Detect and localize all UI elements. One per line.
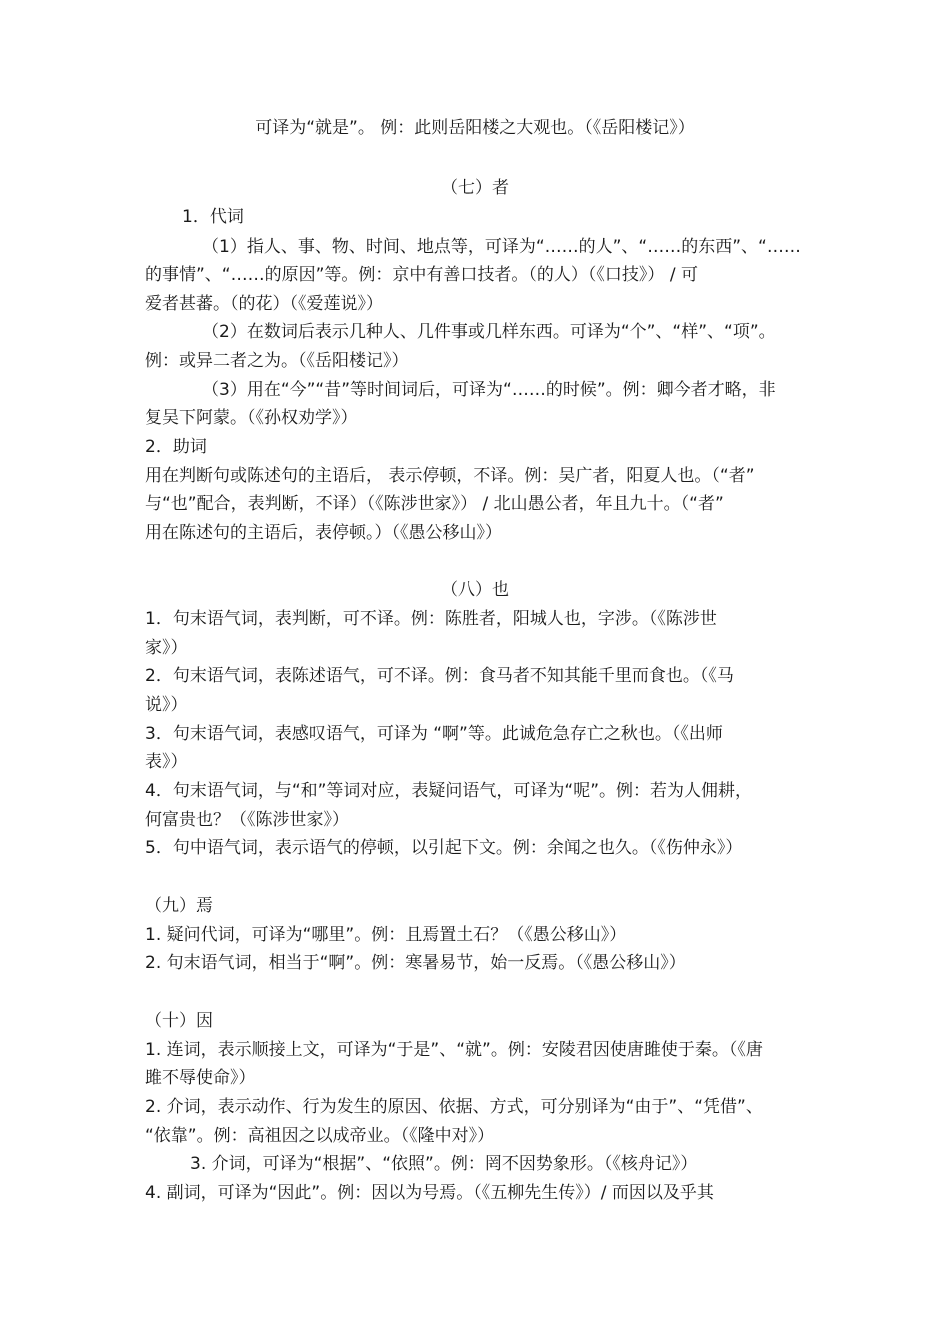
zhe-1-1-line-b: 的事情”、“……的原因”等。例：京中有善口技者。（的人）（《口技》） / 可	[145, 265, 698, 285]
zhe-1-1-line-c: 爱者甚蕃。（的花）（《爱莲说》）	[145, 294, 383, 314]
section-heading-yan: （九）焉	[145, 896, 213, 916]
ye-item-4-line-b: 何富贵也？（《陈涉世家》）	[145, 810, 349, 830]
zhe-1-3-line-b: 复吴下阿蒙。（《孙权劝学》）	[145, 408, 358, 428]
yin-item-1-line-b: 雎不辱使命》）	[145, 1068, 256, 1088]
zhe-1-3-line-a: （3）用在“今”“昔”等时间词后，可译为“……的时候”。例：卿今者才略，非	[202, 380, 776, 400]
zhe-1-1-line-a: （1）指人、事、物、时间、地点等，可译为“……的人”、“……的东西”、“……	[202, 237, 801, 257]
yin-item-3: 3. 介词，可译为“根据”、“依照”。例：罔不因势象形。（《核舟记》）	[190, 1154, 698, 1174]
ye-item-2-line-a: 2．句末语气词，表陈述语气，可不译。例：食马者不知其能千里而食也。（《马	[145, 666, 734, 686]
section-heading-yin: （十）因	[145, 1011, 213, 1031]
ye-item-1-line-b: 家》）	[145, 638, 188, 658]
ye-item-4-line-a: 4．句末语气词，与“和”等词对应，表疑问语气，可译为“呢”。例：若为人佣耕，	[145, 781, 753, 801]
zhe-item-1-title: 1．代词	[182, 207, 244, 227]
zhe-item-2-title: 2．助词	[145, 437, 207, 457]
yin-item-1-line-a: 1. 连词，表示顺接上文，可译为“于是”、“就”。例：安陵君因使唐雎使于秦。（《唐	[145, 1040, 763, 1060]
zhe-1-2-line-a: （2）在数词后表示几种人、几件事或几样东西。可译为“个”、“样”、“项”。	[202, 322, 776, 342]
ye-item-2-line-b: 说》）	[145, 695, 188, 715]
zhe-2-line-a: 用在判断句或陈述句的主语后， 表示停顿，不译。例：吴广者，阳夏人也。（“者”	[145, 466, 755, 486]
ye-item-1-line-a: 1．句末语气词，表判断，可不译。例：陈胜者，阳城人也，字涉。（《陈涉世	[145, 609, 717, 629]
yan-item-2: 2. 句末语气词，相当于“啊”。例：寒暑易节，始一反焉。（《愚公移山》）	[145, 953, 686, 973]
section-heading-zhe: （七）者	[441, 178, 509, 198]
yin-item-4: 4. 副词，可译为“因此”。例：因以为号焉。（《五柳先生传》）/ 而因以及乎其	[145, 1183, 714, 1203]
intro-line: 可译为“就是”。 例：此则岳阳楼之大观也。（《岳阳楼记》）	[255, 118, 695, 138]
yin-item-2-line-b: “依靠”。例：高祖因之以成帝业。（《隆中对》）	[145, 1126, 495, 1146]
yin-item-2-line-a: 2. 介词，表示动作、行为发生的原因、依据、方式，可分别译为“由于”、“凭借”、	[145, 1097, 763, 1117]
zhe-1-2-line-b: 例：或异二者之为。（《岳阳楼记》）	[145, 351, 409, 371]
ye-item-5: 5．句中语气词，表示语气的停顿，以引起下文。例：余闻之也久。（《伤仲永》）	[145, 838, 743, 858]
ye-item-3-line-b: 表》）	[145, 752, 188, 772]
yan-item-1: 1. 疑问代词，可译为“哪里”。例：且焉置土石？（《愚公移山》）	[145, 925, 627, 945]
ye-item-3-line-a: 3．句末语气词，表感叹语气，可译为 “啊”等。此诚危急存亡之秋也。（《出师	[145, 724, 723, 744]
zhe-2-line-b: 与“也”配合，表判断，不译）（《陈涉世家》） / 北山愚公者，年且九十。（“者”	[145, 494, 724, 514]
section-heading-ye: （八）也	[441, 580, 509, 600]
zhe-2-line-c: 用在陈述句的主语后，表停顿。）（《愚公移山》）	[145, 523, 502, 543]
